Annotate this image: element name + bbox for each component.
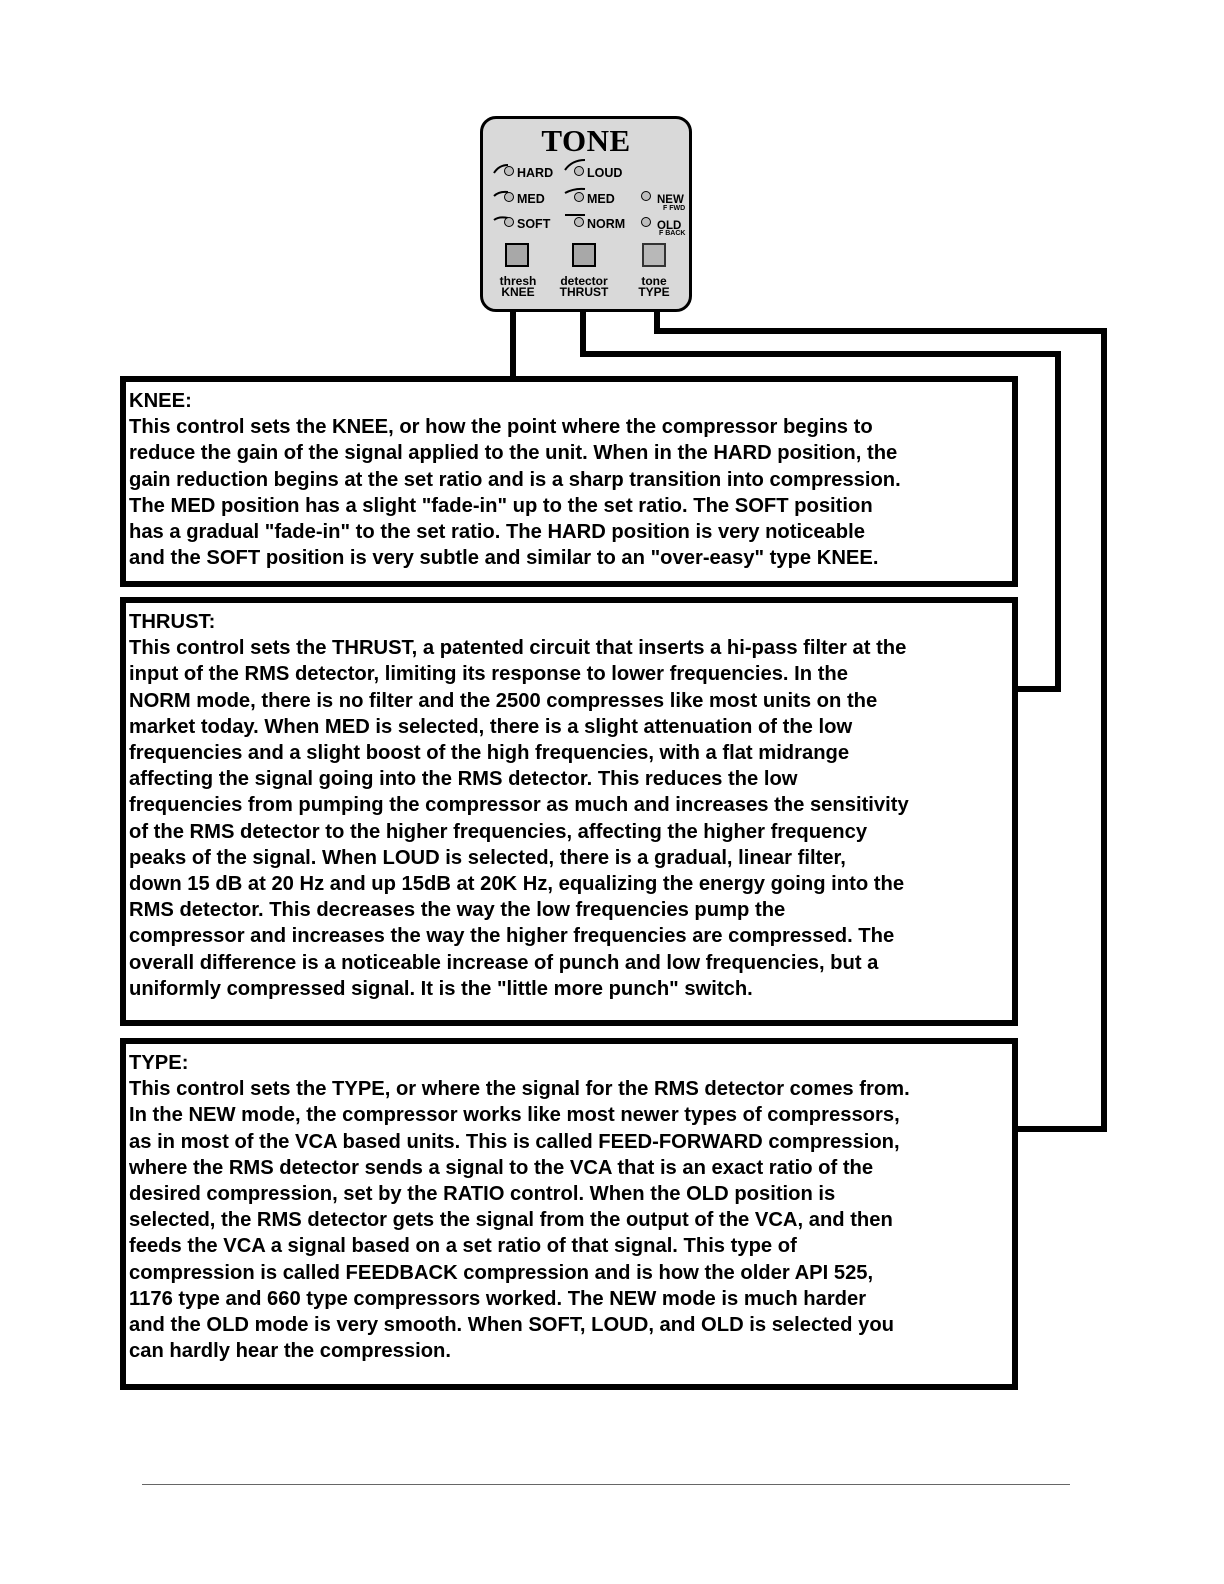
type-caption-line2: TYPE	[638, 285, 670, 299]
thrust-line: of the RMS detector to the higher frequencies, affecting the higher frequency	[129, 820, 868, 843]
thrust-loud-led	[574, 166, 584, 176]
thrust-line: RMS detector. This decreases the way the low frequencies pump the	[129, 899, 786, 922]
thrust-caption-line1: detector	[560, 274, 608, 288]
type-line: desired compression, set by the RATIO control. When the OLD position is	[129, 1183, 836, 1206]
type-line: This control sets the TYPE, or where the signal for the RMS detector comes from.	[129, 1078, 910, 1101]
type-old-led	[641, 217, 651, 227]
thrust-loud-label: LOUD	[587, 166, 623, 180]
type-section	[120, 1038, 1018, 1390]
knee-line: has a gradual "fade-in" to the set ratio. The HARD position is very noticeable	[129, 521, 865, 544]
section-heading: KNEE:	[129, 390, 192, 412]
type-old-sublabel: F BACK	[659, 230, 686, 237]
thrust-line: market today. When MED is selected, there is a slight attenuation of the low	[129, 715, 853, 738]
thrust-button-caption	[549, 276, 619, 298]
knee-button-caption	[483, 276, 553, 298]
thrust-line: down 15 dB at 20 Hz and up 15dB at 20K Hz, equalizing the energy going into the	[129, 873, 905, 896]
type-new-sublabel: F FWD	[663, 205, 686, 212]
thrust-line: NORM mode, there is no filter and the 2500 compresses like most units on the	[129, 689, 878, 712]
type-line: feeds the VCA a signal based on a set ratio of that signal. This type of	[129, 1235, 797, 1258]
type-new-led	[641, 191, 651, 201]
thrust-line: affecting the signal going into the RMS detector. This reduces the low	[129, 768, 798, 791]
type-old-label: OLD	[657, 220, 682, 232]
thrust-med-label: MED	[587, 192, 615, 206]
type-line: where the RMS detector sends a signal to the VCA that is an exact ratio of the	[129, 1156, 874, 1179]
knee-section	[120, 376, 1018, 587]
thrust-line: peaks of the signal. When LOUD is selected, there is a gradual, linear filter,	[129, 846, 846, 869]
type-line: selected, the RMS detector gets the signal from the output of the VCA, and then	[129, 1209, 893, 1232]
type-button[interactable]	[642, 243, 666, 267]
footer-divider	[142, 1484, 1070, 1485]
type-line: 1176 type and 660 type compressors worked. The NEW mode is much harder	[129, 1287, 867, 1310]
section-heading: TYPE:	[129, 1052, 189, 1074]
type-line: can hardly hear the compression.	[129, 1340, 451, 1363]
type-line: as in most of the VCA based units. This is called FEED-FORWARD compression,	[129, 1130, 900, 1153]
knee-button[interactable]	[505, 243, 529, 267]
thrust-line: overall difference is a noticeable increase of punch and low frequencies, but a	[129, 951, 879, 974]
type-line: and the OLD mode is very smooth. When SOFT, LOUD, and OLD is selected you	[129, 1314, 894, 1337]
knee-hard-label: HARD	[517, 166, 554, 180]
thrust-norm-led	[574, 217, 584, 227]
knee-caption-line1: thresh	[499, 274, 537, 288]
knee-soft-label: SOFT	[517, 217, 551, 231]
type-caption-line1: tone	[641, 274, 667, 288]
thrust-line: uniformly compressed signal. It is the "little more punch" switch.	[129, 977, 753, 1000]
knee-line: This control sets the KNEE, or how the point where the compressor begins to	[129, 416, 873, 439]
knee-line: and the SOFT position is very subtle and similar to an "over-easy" type KNEE.	[129, 547, 879, 570]
thrust-line: frequencies and a slight boost of the high frequencies, with a flat midrange	[129, 742, 850, 765]
knee-med-led	[504, 192, 514, 202]
thrust-line: This control sets the THRUST, a patented circuit that inserts a hi-pass filter at the	[129, 637, 907, 660]
thrust-med-led	[574, 192, 584, 202]
knee-med-label: MED	[517, 192, 545, 206]
knee-line: The MED position has a slight "fade-in" up to the set ratio. The SOFT position	[129, 494, 873, 517]
panel-title: TONE	[541, 123, 631, 158]
thrust-line: frequencies from pumping the compressor as much and increases the sensitivity	[129, 794, 909, 817]
thrust-button[interactable]	[572, 243, 596, 267]
type-line: compression is called FEEDBACK compression and is how the older API 525,	[129, 1261, 874, 1284]
knee-line: reduce the gain of the signal applied to the unit. When in the HARD position, the	[129, 442, 898, 465]
thrust-caption-line2: THRUST	[559, 285, 609, 299]
thrust-norm-label: NORM	[587, 217, 626, 231]
knee-line: gain reduction begins at the set ratio and is a sharp transition into compression.	[129, 468, 901, 491]
tone-panel	[480, 116, 692, 312]
thrust-line: input of the RMS detector, limiting its response to lower frequencies. In the	[129, 663, 848, 686]
type-new-label: NEW	[657, 194, 684, 206]
type-line: In the NEW mode, the compressor works like most newer types of compressors,	[129, 1104, 900, 1127]
type-button-caption	[619, 276, 689, 298]
knee-caption-line2: KNEE	[501, 285, 535, 299]
section-heading: THRUST:	[129, 611, 216, 633]
knee-soft-led	[504, 217, 514, 227]
thrust-section	[120, 597, 1018, 1026]
knee-hard-led	[504, 166, 514, 176]
thrust-line: compressor and increases the way the higher frequencies are compressed. The	[129, 925, 895, 948]
